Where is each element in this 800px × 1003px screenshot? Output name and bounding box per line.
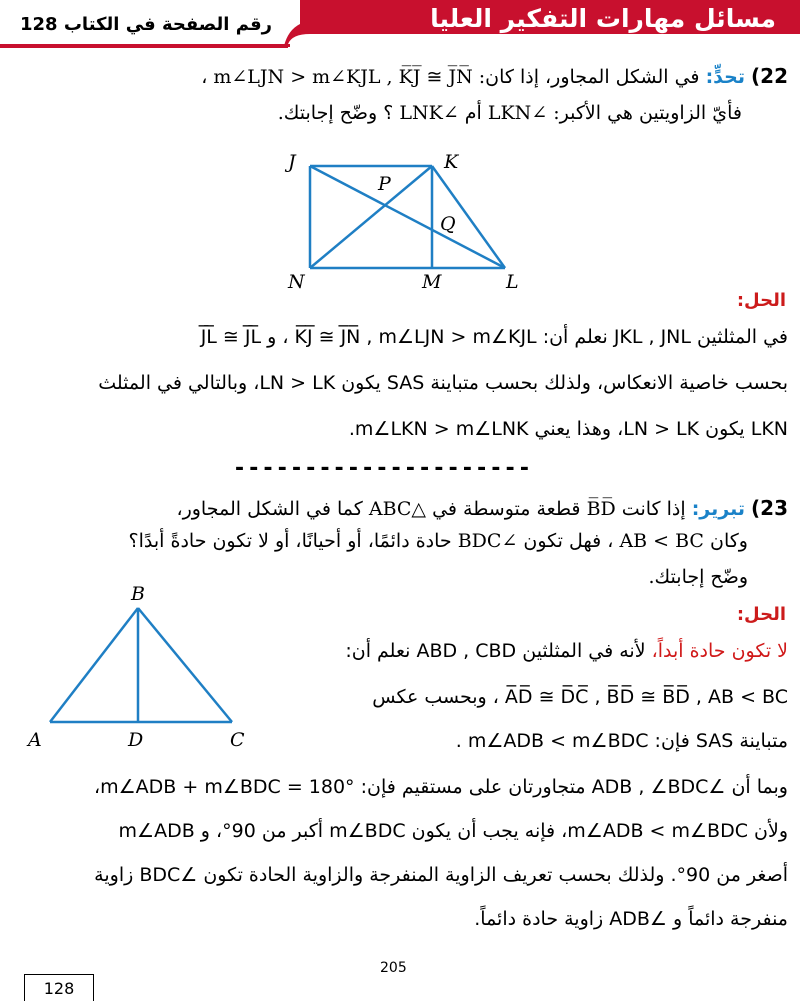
label-a: A xyxy=(28,729,42,750)
figure-quadrilateral-jklmn xyxy=(270,148,540,298)
label-b: B xyxy=(131,583,145,605)
segment-jl xyxy=(310,166,505,268)
label-l: L xyxy=(506,271,519,293)
sol23-line7: منفرجة دائماً و ∠ADB زاوية حادة دائماً. xyxy=(474,908,788,930)
book-page-box: 128 xyxy=(24,974,94,1001)
q22-line1 xyxy=(201,64,788,88)
label-d: D xyxy=(128,729,144,750)
sol22-label: الحل: xyxy=(736,290,786,311)
header-title: مسائل مهارات التفكير العليا xyxy=(430,4,776,33)
q23-tag: تبرير: xyxy=(691,498,745,520)
separator: --------------------- xyxy=(232,456,532,481)
q22-text1: في الشكل المجاور، إذا كان: m∠LJN > m∠KJL , K̅J̅ ≅ J̅N̅ ، xyxy=(201,66,700,88)
label-p: P xyxy=(378,173,391,195)
q23-line2: وكان AB < BC ، فهل تكون ∠BDC حادة دائمًا، أو أحيانًا، أو لا تكون حادةً أبدًا؟ xyxy=(128,530,748,552)
label-n: N xyxy=(288,271,305,293)
sol23-answer: لا تكون حادة أبداً، xyxy=(651,640,788,662)
segment-ab xyxy=(50,608,138,722)
q22-line2: فأيّ الزاويتين هي الأكبر: ∠LKN أم ∠LNK ؟ وضّح إجابتك. xyxy=(277,102,742,124)
label-c: C xyxy=(230,729,245,750)
sol23-label: الحل: xyxy=(736,604,786,625)
label-j: J xyxy=(288,151,296,173)
q22-tag: تحدٍّ: xyxy=(705,66,745,88)
sol22-line3: LKN يكون LN > LK، وهذا يعني m∠LKN > m∠LNK. xyxy=(348,418,788,440)
q23-line1 xyxy=(176,496,788,520)
sol23-line2: A̅D̅ ≅ D̅C̅ , B̅D̅ ≅ B̅D̅ , AB < BC ، وبحسب عكس xyxy=(372,686,788,708)
figure-triangle-abc xyxy=(20,580,270,750)
sol22-line1: في المثلثين JKL , JNL نعلم أن: K̅J̅ ≅ J̅N̅ , m∠LJN > m∠KJL ، و J̅L̅ ≅ J̅L̅ xyxy=(200,326,788,348)
sol23-line5: ولأن m∠ADB < m∠BDC، فإنه يجب أن يكون m∠BDC أكبر من 90°، و m∠ADB xyxy=(118,820,788,842)
q22-number: 22) xyxy=(751,64,788,88)
label-q: Q xyxy=(440,213,456,235)
sol23-line1 xyxy=(345,640,788,662)
q23-text1: إذا كانت B̅D̅ قطعة متوسطة في △ABC كما في الشكل المجاور، xyxy=(176,498,686,520)
q23-line3: وضّح إجابتك. xyxy=(648,566,748,588)
segment-bc xyxy=(138,608,232,722)
sol23-line3: متباينة SAS فإن: m∠ADB < m∠BDC . xyxy=(455,730,788,752)
book-page-reference: رقم الصفحة في الكتاب 128 xyxy=(20,14,273,35)
sol23-line1-rest: لأنه في المثلثين ABD , CBD نعلم أن: xyxy=(345,640,652,662)
page-number: 205 xyxy=(380,960,407,976)
sol23-line6: أصغر من 90°. ولذلك بحسب تعريف الزاوية المنفرجة والزاوية الحادة تكون ∠BDC زاوية xyxy=(94,864,788,886)
label-m: M xyxy=(422,271,442,293)
label-k: K xyxy=(444,151,459,173)
q23-number: 23) xyxy=(751,496,788,520)
sol22-line2: بحسب خاصية الانعكاس، ولذلك بحسب متباينة SAS يكون LN > LK، وبالتالي في المثلث xyxy=(98,372,788,394)
sol23-line4: وبما أن ∠ADB , ∠BDC متجاورتان على مستقيم فإن: m∠ADB + m∠BDC = 180°، xyxy=(93,776,788,798)
segment-kn xyxy=(310,166,432,268)
